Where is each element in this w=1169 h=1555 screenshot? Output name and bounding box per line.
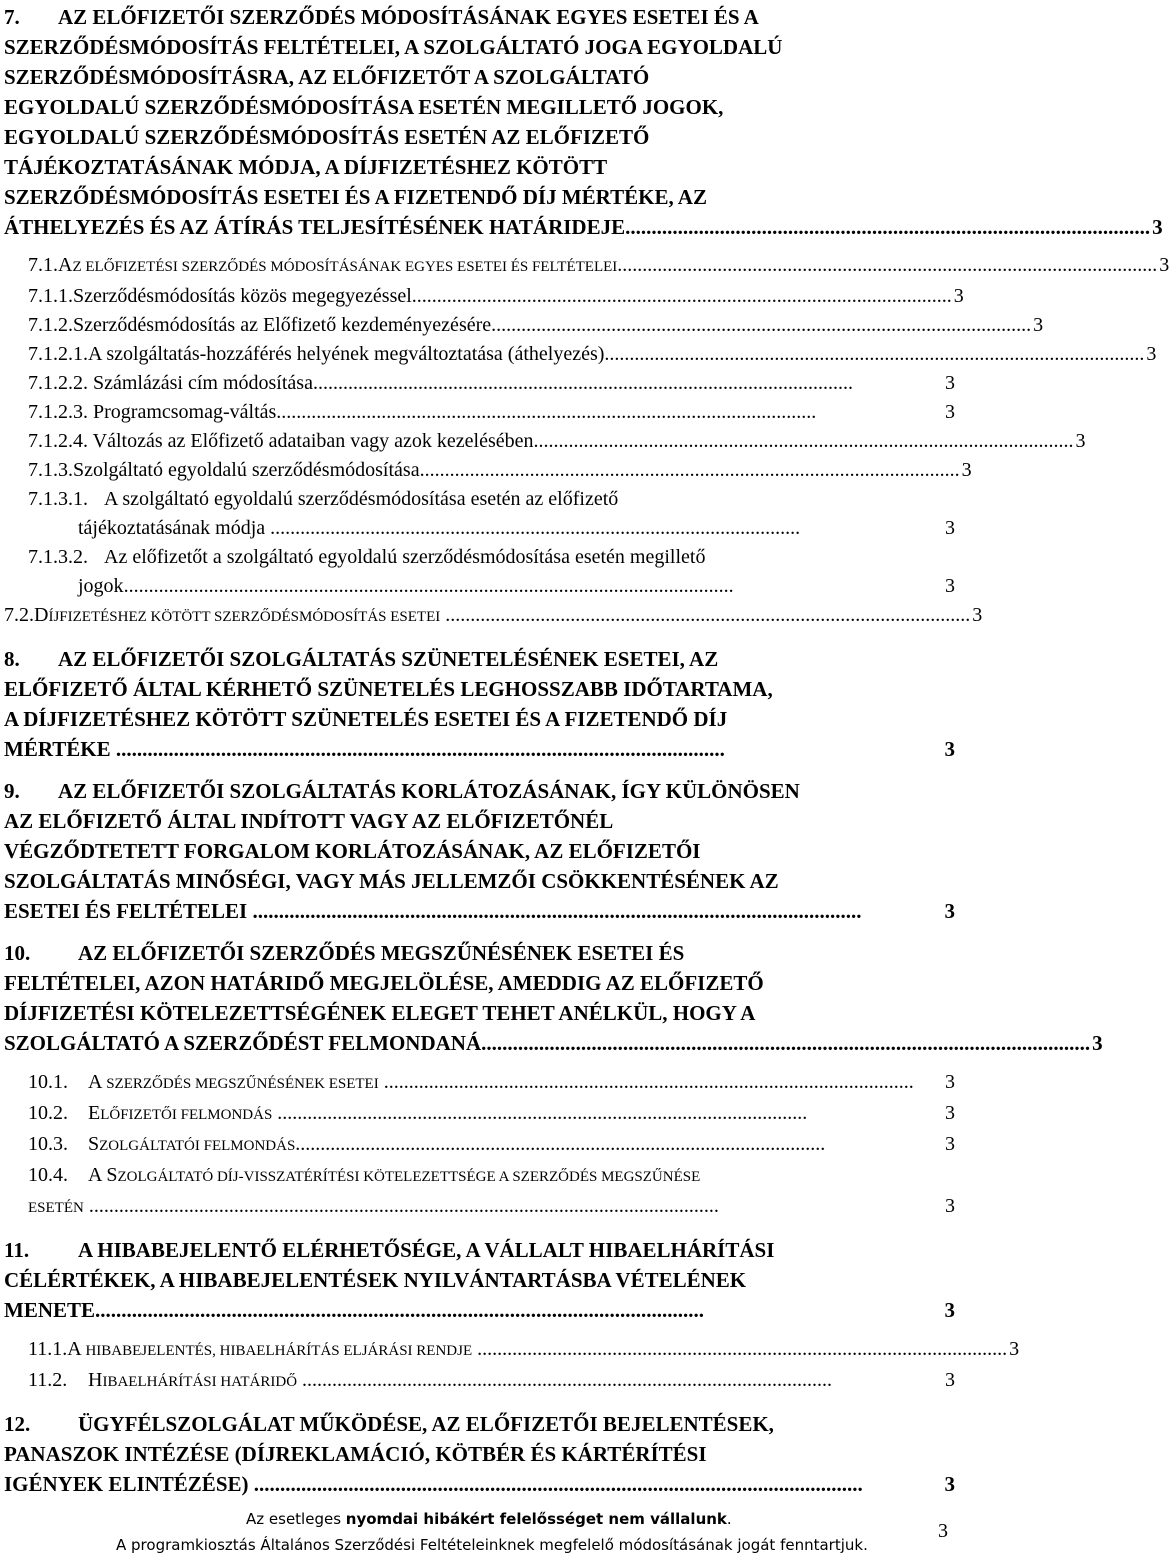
page-number: 3	[945, 1071, 955, 1093]
toc-entry-10-1[interactable]	[0, 1068, 955, 1099]
toc-entry-9[interactable]	[4, 776, 955, 926]
toc-number: 10.	[4, 941, 31, 965]
toc-entry-7-1-1[interactable]	[0, 282, 964, 311]
page-number: 3	[1159, 254, 1169, 276]
page-number: 3	[945, 575, 955, 597]
toc-title: ÍJFIZETÉSHEZ KÖTÖTT SZERZŐDÉSMÓDOSÍTÁS ESETEI	[48, 609, 441, 625]
toc-number: 7.1.2.4.	[28, 430, 88, 452]
toc-entry-7-1-3[interactable]	[0, 456, 972, 485]
toc-line: ESETEI ÉS FELTÉTELEI	[4, 899, 248, 923]
dot-leader: ....................................................................................................	[625, 215, 1151, 239]
toc-entry-7-1-2-3[interactable]	[0, 398, 955, 427]
page-number: 3	[945, 1102, 955, 1124]
toc-entry-11[interactable]	[4, 1235, 955, 1325]
toc-title-continued: jogok	[78, 575, 124, 597]
toc-line: ÜGYFÉLSZOLGÁLAT MŰKÖDÉSE, AZ ELŐFIZETŐI BEJELENTÉSEK,	[78, 1412, 774, 1436]
page-number: 3	[944, 899, 955, 923]
dot-leader: ............................................................................................................	[617, 254, 1158, 276]
toc-line: PANASZOK INTÉZÉSE (DÍJREKLAMÁCIÓ, KÖTBÉR ÉS KÁRTÉRÍTÉSI	[4, 1442, 707, 1466]
toc-title-initial: E	[88, 1102, 101, 1124]
toc-line: AZ ELŐFIZETŐI SZERZŐDÉS MÓDOSÍTÁSÁNAK EGYES ESETEI ÉS A	[58, 5, 759, 29]
toc-number: 7.	[4, 5, 20, 29]
toc-entry-7-1-3-2[interactable]	[0, 543, 960, 601]
dot-leader: ....................................................................................................................	[95, 1298, 705, 1322]
toc-number: 7.2.	[4, 604, 34, 626]
toc-number: 7.1.2.1.	[28, 343, 88, 365]
page-number: 3	[961, 459, 972, 481]
toc-line: VÉGZŐDTETETT FORGALOM KORLÁTOZÁSÁNAK, AZ ELŐFIZETŐI	[4, 839, 701, 863]
toc-title: IBAELHÁRÍTÁSI HATÁRIDŐ	[102, 1374, 298, 1390]
dot-leader: .........................................................................................................	[440, 604, 971, 626]
toc-title: Szerződésmódosítás közös megegyezéssel	[73, 285, 412, 307]
toc-title-continued: ESETÉN	[28, 1200, 84, 1216]
toc-title: ZOLGÁLTATÓ DÍJ-VISSZATÉRÍTÉSI KÖTELEZETTSÉGE A SZERZŐDÉS MEGSZŰNÉSE	[117, 1169, 701, 1185]
toc-line: SZERZŐDÉSMÓDOSÍTÁS FELTÉTELEI, A SZOLGÁLTATÓ JOGA EGYOLDALÚ	[4, 35, 783, 59]
toc-line: SZERZŐDÉSMÓDOSÍTÁS ESETEI ÉS A FIZETENDŐ DÍJ MÉRTÉKE, AZ	[4, 185, 707, 209]
dot-leader: ..........................................................................................................	[378, 1071, 914, 1093]
toc-number: 10.3.	[28, 1133, 68, 1155]
toc-number: 11.	[4, 1238, 30, 1262]
page-number: 3	[945, 1195, 955, 1217]
page-number: 3	[944, 737, 955, 761]
toc-entry-10[interactable]	[4, 938, 1103, 1058]
toc-line: A DÍJFIZETÉSHEZ KÖTÖTT SZÜNETELÉS ESETEI ÉS A FIZETENDŐ DÍJ	[4, 707, 728, 731]
toc-line: EGYOLDALÚ SZERZŐDÉSMÓDOSÍTÁS ESETÉN AZ ELŐFIZETŐ	[4, 125, 650, 149]
toc-number: 12.	[4, 1412, 31, 1436]
toc-line: CÉLÉRTÉKEK, A HIBABEJELENTÉSEK NYILVÁNTARTÁSBA VÉTELÉNEK	[4, 1268, 747, 1292]
page-number: 3	[1009, 1338, 1020, 1360]
toc-entry-7-1-3-1[interactable]	[0, 485, 960, 543]
toc-number: 7.1.2.	[28, 314, 73, 336]
toc-title-initial: S	[88, 1133, 100, 1155]
page-number: 3	[945, 1133, 955, 1155]
toc-title: SZERZŐDÉS MEGSZŰNÉSÉNEK ESETEI	[102, 1076, 379, 1092]
toc-entry-10-2[interactable]	[0, 1099, 955, 1130]
toc-entry-7-1[interactable]	[0, 251, 1169, 282]
dot-leader: ..............................................................................................................................	[83, 1195, 719, 1217]
dot-leader: ............................................................................................................	[604, 343, 1145, 365]
toc-entry-7-2[interactable]	[0, 601, 983, 632]
page-number: 3	[1152, 215, 1163, 239]
toc-title: A szolgáltató egyoldalú szerződésmódosítása esetén az előfizető	[104, 488, 619, 510]
toc-line: MÉRTÉKE	[4, 737, 111, 761]
dot-leader: ............................................................................................................	[491, 314, 1032, 336]
dot-leader: ............................................................................................................	[411, 285, 952, 307]
footer-text-bold: nyomdai hibákért felelősséget nem vállalunk	[345, 1510, 727, 1528]
toc-line: AZ ELŐFIZETŐI SZOLGÁLTATÁS SZÜNETELÉSÉNEK ESETEI, AZ	[58, 647, 719, 671]
page-number: 3	[944, 1472, 955, 1496]
toc-number: 9.	[4, 779, 20, 803]
toc-number: 7.1.3.1.	[28, 488, 88, 510]
toc-line: FELTÉTELEI, AZON HATÁRIDŐ MEGJELÖLÉSE, AMEDDIG AZ ELŐFIZETŐ	[4, 971, 764, 995]
toc-title-initial: D	[34, 604, 49, 626]
toc-line: SZOLGÁLTATÓ A SZERZŐDÉST FELMONDANÁ	[4, 1031, 482, 1055]
dot-leader: ..........................................................................................................	[295, 1133, 826, 1155]
toc-entry-7-1-2-1[interactable]	[0, 340, 1157, 369]
toc-line: IGÉNYEK ELINTÉZÉSE)	[4, 1472, 249, 1496]
toc-number: 8.	[4, 647, 20, 671]
toc-title: A szolgáltatás-hozzáférés helyének megváltoztatása (áthelyezés)	[88, 343, 605, 365]
toc-entry-10-3[interactable]	[0, 1130, 955, 1161]
page-number: 3	[1075, 430, 1086, 452]
toc-number: 10.1.	[28, 1071, 68, 1093]
dot-leader: ..........................................................................................................................	[123, 575, 734, 597]
dot-leader: ............................................................................................................	[276, 401, 817, 423]
toc-number: 7.1.2.2.	[28, 372, 88, 394]
toc-title: Szerződésmódosítás az Előfizető kezdeményezésére	[73, 314, 492, 336]
footer-disclaimer	[246, 1510, 732, 1528]
page-number: 3	[945, 372, 955, 394]
footer-text: .	[726, 1510, 732, 1528]
toc-entry-7-1-2-4[interactable]	[0, 427, 1086, 456]
toc-number: 7.1.3.2.	[28, 546, 88, 568]
toc-line: AZ ELŐFIZETŐI SZOLGÁLTATÁS KORLÁTOZÁSÁNAK, ÍGY KÜLÖNÖSEN	[58, 779, 800, 803]
toc-number: 7.1.3.	[28, 459, 73, 481]
page-number: 3	[1146, 343, 1157, 365]
toc-entry-11-1[interactable]	[0, 1335, 1020, 1366]
page-number: 3	[1033, 314, 1044, 336]
toc-title: Az előfizetőt a szolgáltató egyoldalú szerződésmódosítása esetén megillető	[104, 546, 706, 568]
toc-title-initial: H	[88, 1369, 103, 1391]
toc-line: DÍJFIZETÉSI KÖTELEZETTSÉGÉNEK ELEGET TEHET ANÉLKÜL, HOGY A	[4, 1001, 756, 1025]
toc-title: Változás az Előfizető adataiban vagy azok kezelésében	[88, 430, 534, 452]
toc-title-initial: A	[58, 254, 73, 276]
page-number: 3	[945, 401, 955, 423]
toc-line: MENETE	[4, 1298, 96, 1322]
toc-number: 11.2.	[28, 1369, 68, 1391]
toc-title: Számlázási cím módosítása	[88, 372, 313, 394]
page-number: 3	[953, 285, 964, 307]
dot-leader: ............................................................................................................	[533, 430, 1074, 452]
page-number: 3	[945, 517, 955, 539]
dot-leader: ..........................................................................................................	[472, 1338, 1008, 1360]
footer-rights: A programkiosztás Általános Szerződési Feltételeinknek megfelelő módosításának jogát fenntartjuk.	[116, 1536, 868, 1554]
toc-line: SZERZŐDÉSMÓDOSÍTÁSRA, AZ ELŐFIZETŐT A SZOLGÁLTATÓ	[4, 65, 650, 89]
toc-title-continued: tájékoztatásának módja	[78, 517, 266, 539]
toc-title: Szolgáltató egyoldalú szerződésmódosítása	[73, 459, 420, 481]
toc-number: 11.1.	[28, 1338, 68, 1360]
toc-line: ELŐFIZETŐ ÁLTAL KÉRHETŐ SZÜNETELÉS LEGHOSSZABB IDŐTARTAMA,	[4, 677, 773, 701]
toc-line: AZ ELŐFIZETŐI SZERZŐDÉS MEGSZŰNÉSÉNEK ESETEI ÉS	[78, 941, 685, 965]
page-number: 3	[972, 604, 983, 626]
toc-line: AZ ELŐFIZETŐ ÁLTAL INDÍTOTT VAGY AZ ELŐFIZETŐNÉL	[4, 809, 614, 833]
toc-title: LŐFIZETŐI FELMONDÁS	[100, 1107, 273, 1123]
dot-leader: ..........................................................................................................	[265, 517, 801, 539]
toc-title-initial: A	[67, 1338, 82, 1360]
dot-leader: ............................................................................................................	[312, 372, 853, 394]
toc-title-initial: A S	[88, 1164, 118, 1186]
toc-line: ÁTHELYEZÉS ÉS AZ ÁTÍRÁS TELJESÍTÉSÉNEK HATÁRIDEJE	[4, 215, 626, 239]
toc-number: 7.1.2.3.	[28, 401, 88, 423]
toc-entry-8[interactable]	[4, 644, 955, 764]
toc-entry-7-1-2[interactable]	[0, 311, 1044, 340]
dot-leader: ....................................................................................................................	[248, 1472, 863, 1496]
toc-line: EGYOLDALÚ SZERZŐDÉSMÓDOSÍTÁSA ESETÉN MEGILLETŐ JOGOK,	[4, 95, 724, 119]
page-number-footer: 3	[938, 1520, 948, 1542]
toc-number: 7.1.1.	[28, 285, 73, 307]
dot-leader: ....................................................................................................................	[247, 899, 862, 923]
dot-leader: ....................................................................................................................	[110, 737, 725, 761]
toc-entry-7-1-2-2[interactable]	[0, 369, 955, 398]
toc-number: 10.2.	[28, 1102, 68, 1124]
toc-title: Programcsomag-váltás	[88, 401, 277, 423]
page-number: 3	[944, 1298, 955, 1322]
toc-number: 7.1.	[28, 254, 58, 276]
toc-line: SZOLGÁLTATÁS MINŐSÉGI, VAGY MÁS JELLEMZŐI CSÖKKENTÉSÉNEK AZ	[4, 869, 779, 893]
dot-leader: ..........................................................................................................	[272, 1102, 808, 1124]
toc-title-initial: A	[88, 1071, 103, 1093]
toc-entry-7[interactable]	[4, 2, 1163, 242]
toc-title: ZOLGÁLTATÓI FELMONDÁS	[99, 1138, 296, 1154]
dot-leader: ............................................................................................................	[419, 459, 960, 481]
toc-title: HIBABEJELENTÉS, HIBAELHÁRÍTÁS ELJÁRÁSI RENDJE	[81, 1343, 473, 1359]
toc-title: Z ELŐFIZETÉSI SZERZŐDÉS MÓDOSÍTÁSÁNAK EGYES ESETEI ÉS FELTÉTELEI	[72, 259, 618, 275]
toc-line: A HIBABEJELENTŐ ELÉRHETŐSÉGE, A VÁLLALT HIBAELHÁRÍTÁSI	[78, 1238, 775, 1262]
dot-leader: ....................................................................................................................	[481, 1031, 1091, 1055]
dot-leader: ..........................................................................................................	[297, 1369, 833, 1391]
toc-entry-12[interactable]	[4, 1409, 955, 1499]
footer-text: Az esetleges	[246, 1510, 346, 1528]
toc-number: 10.4.	[28, 1164, 68, 1186]
toc-line: TÁJÉKOZTATÁSÁNAK MÓDJA, A DÍJFIZETÉSHEZ KÖTÖTT	[4, 155, 608, 179]
page-number: 3	[1092, 1031, 1103, 1055]
toc-entry-11-2[interactable]	[0, 1366, 955, 1397]
toc-entry-10-4[interactable]	[0, 1161, 960, 1223]
page-number: 3	[945, 1369, 955, 1391]
